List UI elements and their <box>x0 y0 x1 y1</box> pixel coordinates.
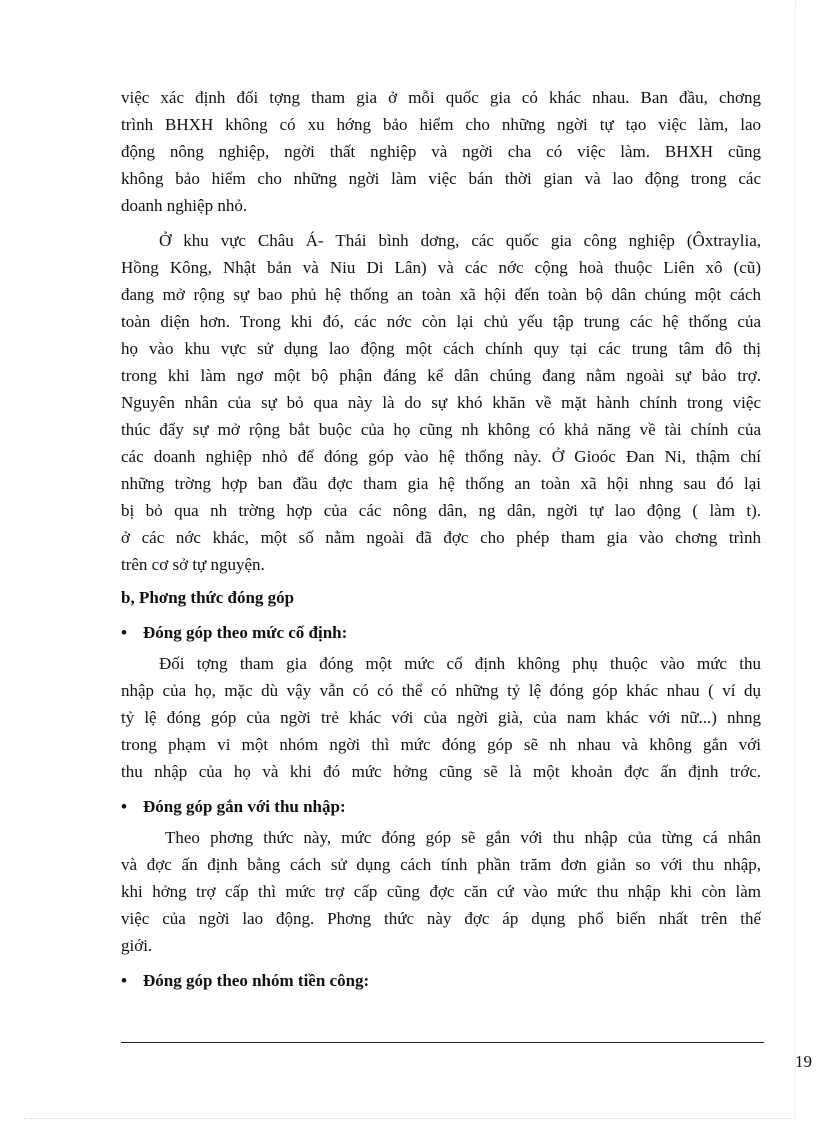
text-line: Đối tợng tham gia đóng một mức cố định không phụ thuộc vào mức thu <box>159 654 761 673</box>
bullet-heading-wage-group <box>121 967 761 994</box>
text-line: toàn diện hơn. Trong khi đó, các nớc còn lại chủ yếu tập trung các hệ thống của <box>121 312 761 331</box>
paragraph-2 <box>121 227 761 578</box>
text-line: nhập của họ, mặc dù vậy vẫn có có thể có những tỷ lệ đóng góp khác nhau ( ví dụ <box>121 681 761 700</box>
bullet-icon: • <box>121 971 127 990</box>
section-heading: b, Phơng thức đóng góp <box>121 588 295 607</box>
text-line: và đợc ấn định bằng cách sử dụng cách tính phần trăm đơn giản so với thu nhập, <box>121 855 761 874</box>
page-edge-right <box>795 0 796 1118</box>
text-line: các doanh nghiệp nhỏ để đóng góp vào hệ thống này. Ở Gioóc Đan Ni, thậm chí <box>121 447 761 466</box>
text-line: đang mở rộng sự bao phủ hệ thống an toàn xã hội đến toàn bộ dân chúng một cách <box>121 285 761 304</box>
bullet-title: Đóng góp theo mức cố định: <box>143 623 348 642</box>
text-line: trên cơ sở tự nguyện. <box>121 555 265 574</box>
text-line: thúc đẩy sự mở rộng bắt buộc của họ cũng nh không có khả năng về tài chính của <box>121 420 761 439</box>
page-content <box>121 84 761 994</box>
bullet-heading-income-linked <box>121 793 761 820</box>
text-line: không bảo hiểm cho những ngời làm việc bán thời gian và lao động trong các <box>121 169 761 188</box>
text-line: thu nhập của họ và khi đó mức hởng cũng sẽ là một khoản đợc ấn định trớc. <box>121 762 761 781</box>
text-line: Hồng Kông, Nhật bản và Niu Di Lân) và các nớc cộng hoà thuộc Liên xô (cũ) <box>121 258 761 277</box>
text-line: động nông nghiệp, ngời thất nghiệp và ngời cha có việc làm. BHXH cũng <box>121 142 761 161</box>
text-line: trong phạm vi một nhóm ngời thì mức đóng góp sẽ nh nhau và không gắn với <box>121 735 761 754</box>
text-line: Nguyên nhân của sự bỏ qua này là do sự khó khăn về mặt hành chính trong việc <box>121 393 761 412</box>
text-line: doanh nghiệp nhỏ. <box>121 196 248 215</box>
text-line: ở các nớc khác, một số nằm ngoài đã đợc cho phép tham gia vào chơng trình <box>121 528 761 547</box>
page-edge-bottom <box>24 1118 794 1119</box>
bullet-title: Đóng góp theo nhóm tiền công: <box>143 971 370 990</box>
text-line: việc của ngời lao động. Phơng thức này đợc áp dụng phổ biến nhất trên thế <box>121 909 761 928</box>
text-line: Ở khu vực Châu Á- Thái bình dơng, các quốc gia công nghiệp (Ôxtraylia, <box>159 231 761 250</box>
text-line: khi hởng trợ cấp thì mức trợ cấp cũng đợc căn cứ vào mức thu nhập khi còn làm <box>121 882 761 901</box>
text-line: giới. <box>121 936 153 955</box>
footer-rule <box>121 1042 764 1043</box>
text-line: trong khi làm ngơ một bộ phận đáng kể dân chúng đang nằm ngoài sự bảo trợ. <box>121 366 761 385</box>
paragraph-income-linked <box>121 824 761 959</box>
bullet-icon: • <box>121 797 127 816</box>
bullet-icon: • <box>121 623 127 642</box>
page-number: 19 <box>795 1052 812 1071</box>
text-line: Theo phơng thức này, mức đóng góp sẽ gắn với thu nhập của từng cá nhân <box>165 828 761 847</box>
text-line: tỷ lệ đóng góp của ngời trẻ khác với của ngời già, của nam khác với nữ...) nhng <box>121 708 761 727</box>
text-line: việc xác định đối tợng tham gia ở mỗi quốc gia có khác nhau. Ban đầu, chơng <box>121 88 761 107</box>
paragraph-fixed-rate <box>121 650 761 785</box>
text-line: những trờng hợp ban đầu đợc tham gia hệ thống an toàn xã hội nhng sau đó lại <box>121 474 761 493</box>
text-line: trình BHXH không có xu hớng bảo hiểm cho những ngời tự tạo việc làm, lao <box>121 115 761 134</box>
text-line: họ vào khu vực sử dụng lao động một cách chính quy tại các trung tâm đô thị <box>121 339 761 358</box>
bullet-title: Đóng góp gắn với thu nhập: <box>143 797 346 816</box>
paragraph-1 <box>121 84 761 219</box>
bullet-heading-fixed-rate <box>121 619 761 646</box>
text-line: bị bỏ qua nh trờng hợp của các nông dân, ng dân, ngời tự lao động ( làm t). <box>121 501 761 520</box>
